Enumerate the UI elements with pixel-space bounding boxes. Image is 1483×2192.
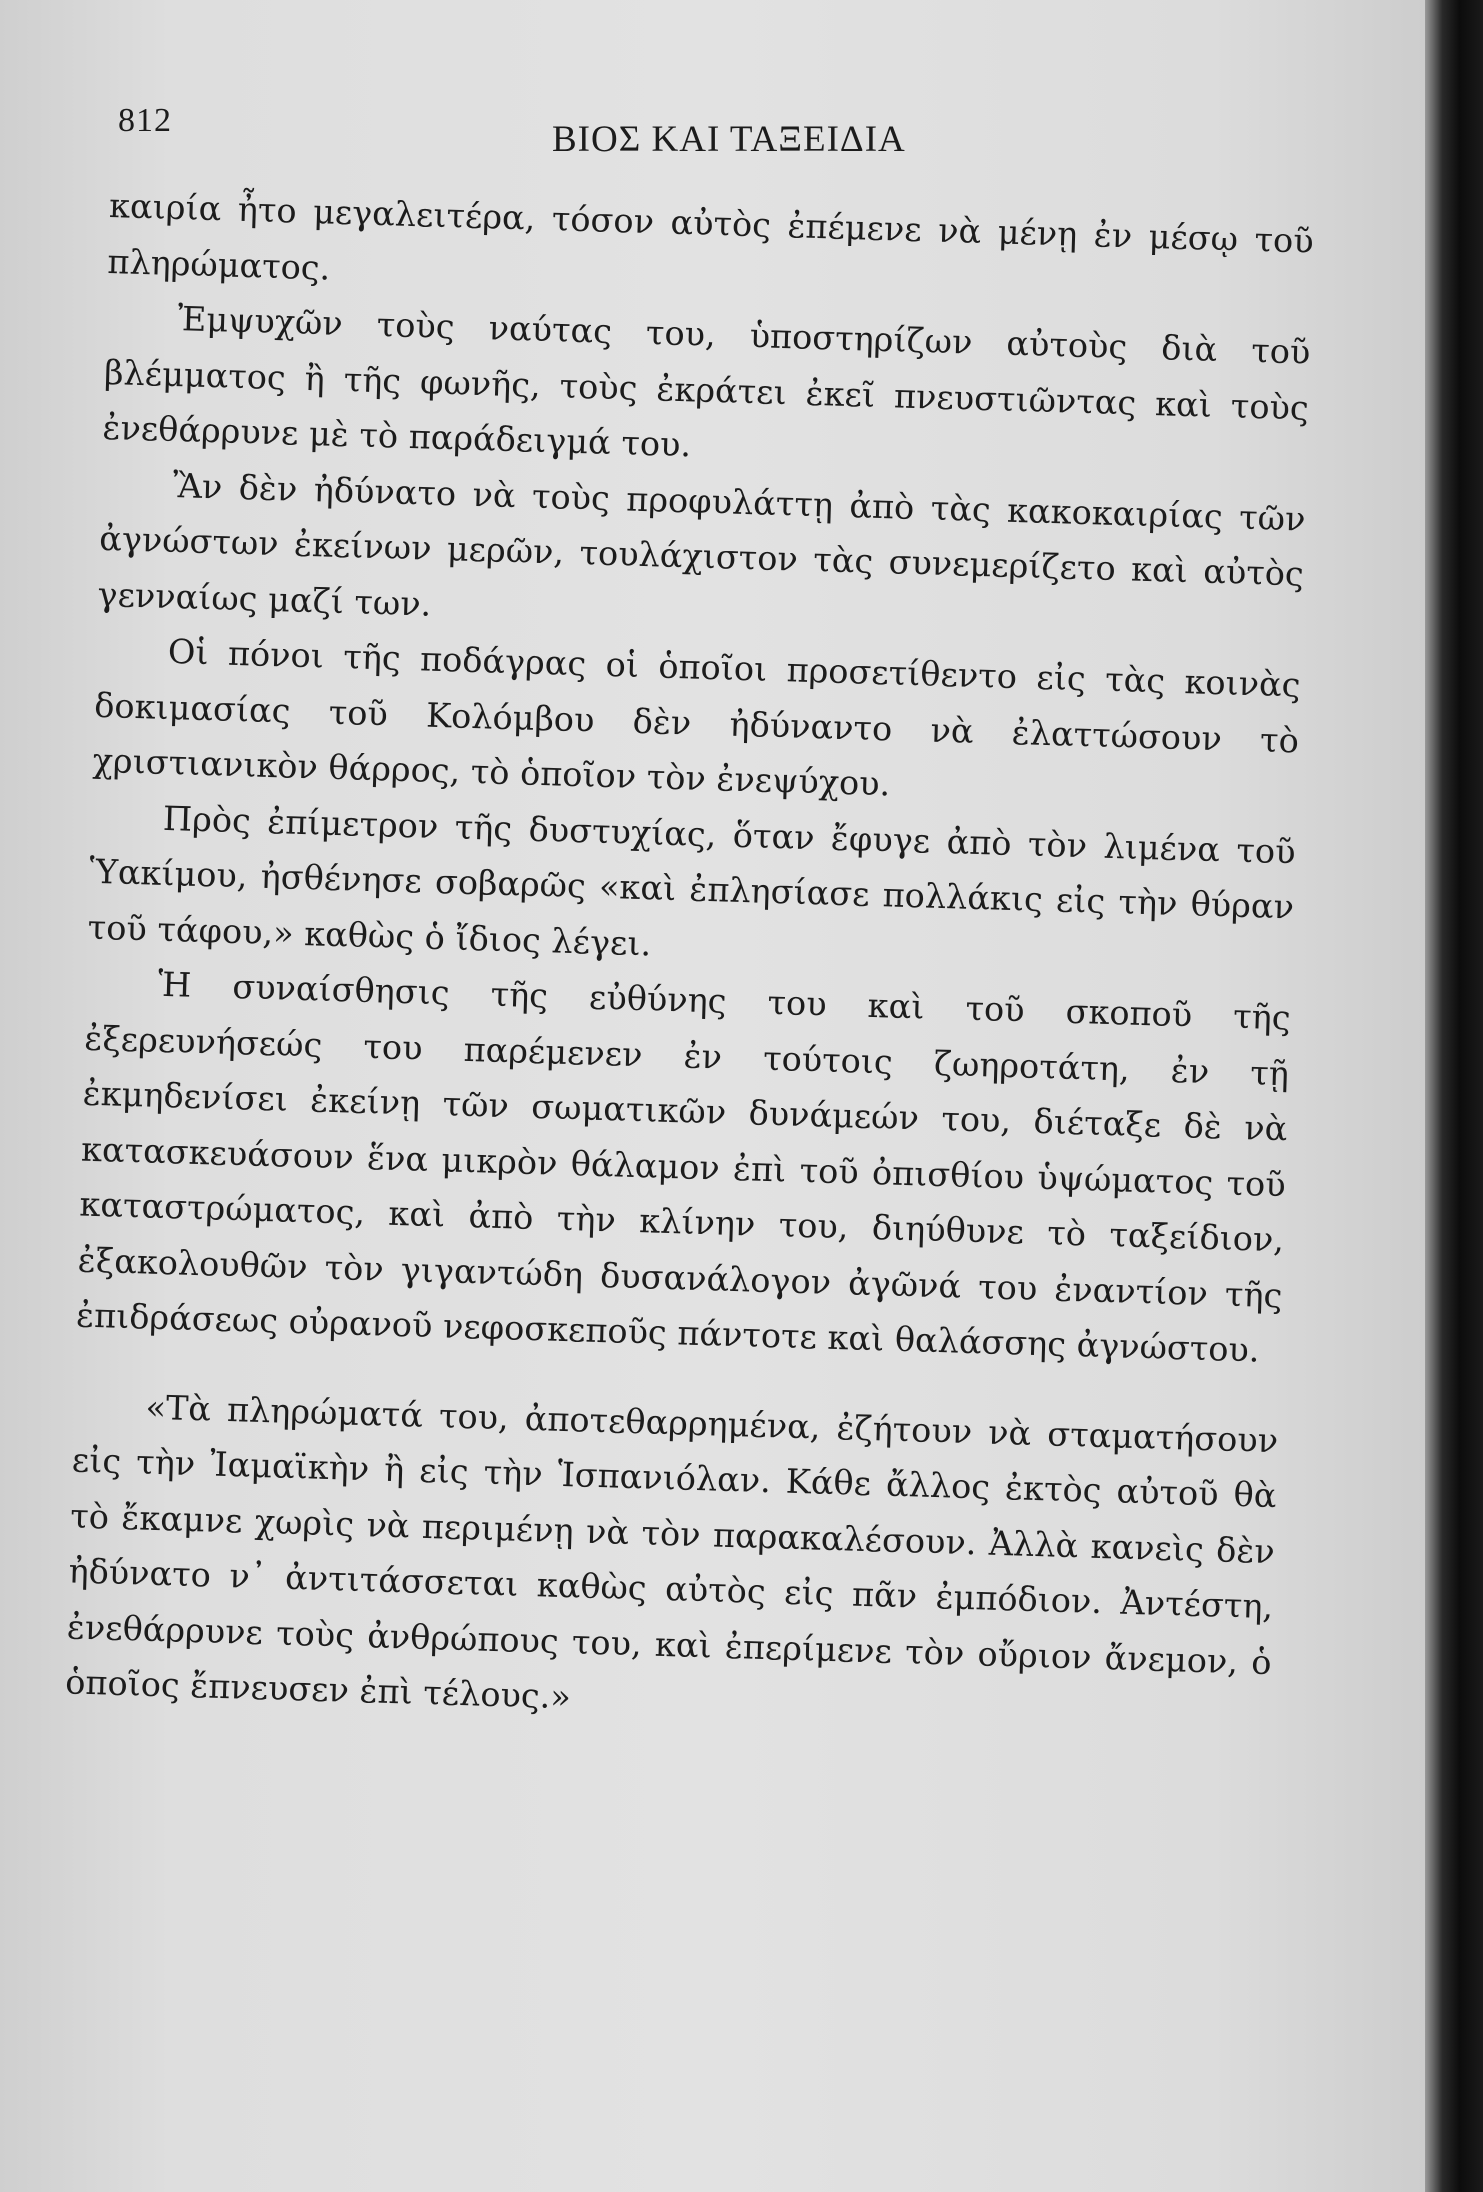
body-text — [65, 178, 1315, 1746]
paragraph: Ἐμψυχῶν τοὺς ναύτας του, ὑποστηρίζων αὐτοὺς διὰ τοῦ βλέμματος ἢ τῆς φωνῆς, τοὺς ἐκράτει ἐκεῖ πνευστιῶντας καὶ τοὺς ἐνεθάρρυνε μὲ τὸ παράδειγμά του. — [102, 299, 1311, 465]
page-number: 812 — [118, 102, 172, 139]
book-spine-shadow — [1425, 0, 1483, 2192]
paragraph: Ἡ συναίσθησις τῆς εὐθύνης του καὶ τοῦ σκοποῦ τῆς ἐξερευνήσεώς του παρέμενεν ἐν τούτοις ζωηροτάτη, ἐν τῇ ἐκμηδενίσει ἐκείνῃ τῶν σωματικῶν δυνάμεών του, διέταξε δὲ νὰ κατασκευάσουν ἕνα μικρὸν θάλαμον ἐπὶ τοῦ ὀπισθίου ὑψώματος τοῦ καταστρώματος, καὶ ἀπὸ τὴν κλίνην του, διηύθυνε τὸ ταξείδιον, ἐξακολουθῶν τὸν γιγαντώδη δυσανάλογον ἀγῶνά του ἐναντίον τῆς ἐπιδράσεως οὐρανοῦ νεφοσκεποῦς πάντοτε καὶ θαλάσσης ἀγνώστου. — [75, 964, 1292, 1370]
paragraph: Ἂν δὲν ἠδύνατο νὰ τοὺς προφυλάττῃ ἀπὸ τὰς κακοκαιρίας τῶν ἀγνώστων ἐκείνων μερῶν, τουλάχιστον τὰς συνεμερίζετο καὶ αὐτὸς γενναίως μαζί των. — [97, 465, 1306, 624]
paragraph: καιρία ἦτο μεγαλειτέρα, τόσον αὐτὸς ἐπέμενε νὰ μένῃ ἐν μέσῳ τοῦ πληρώματος. — [106, 185, 1315, 288]
quoted-paragraph: «Τὰ πληρώματά του, ἀποτεθαρρημένα, ἐζήτουν νὰ σταματήσουν εἰς τὴν Ἰαμαϊκὴν ἢ εἰς τὴν Ἱσπανιόλαν. Κάθε ἄλλος ἐκτὸς αὐτοῦ θὰ τὸ ἔκαμνε χωρὶς νὰ περιμένῃ νὰ τὸν παρακαλέσουν. Ἀλλὰ κανεὶς δὲν ἠδύνατο ν᾽ ἀντιτάσσεται καθὼς αὐτὸς εἰς πᾶν ἐμπόδιον. Ἀντέστη, ἐνεθάρρυνε τοὺς ἀνθρώπους του, καὶ ἐπερίμενε τὸν οὔριον ἄνεμον, ὁ ὁποῖος ἔπνευσεν ἐπὶ τέλους.» — [64, 1387, 1279, 1717]
running-title: ΒΙΟΣ ΚΑΙ ΤΑΞΕΙΔΙΑ — [552, 119, 906, 160]
paragraph: Πρὸς ἐπίμετρον τῆς δυστυχίας, ὅταν ἔφυγε ἀπὸ τὸν λιμένα τοῦ Ὑακίμου, ἠσθένησε σοβαρῶς «καὶ ἐπλησίασε πολλάκις εἰς τὴν θύραν τοῦ τάφου,» καθὼς ὁ ἴδιος λέγει. — [87, 798, 1297, 963]
paragraph: Οἱ πόνοι τῆς ποδάγρας οἱ ὁποῖοι προσετίθεντο εἰς τὰς κοινὰς δοκιμασίας τοῦ Κολόμβου δὲν ἠδύναντο νὰ ἐλαττώσουν τὸ χριστιανικὸν θάρρος, τὸ ὁποῖον τὸν ἐνεψύχου. — [92, 631, 1302, 804]
